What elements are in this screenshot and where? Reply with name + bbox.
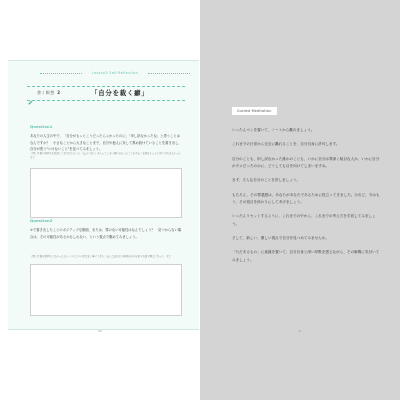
meditation-paragraph: 「ただあるもの」に意識を置いて、自分自身と深い呼吸を感じながら、その瞬間に気付いてみましょう。	[232, 250, 380, 262]
question2-label: Question2	[30, 219, 53, 223]
meditation-paragraph: まず、そんな自分のことを許しましょう。	[232, 178, 300, 183]
step-heading	[27, 86, 185, 101]
meditation-paragraph: 自分のことも、申し訳なかった誰かのことも、いかに自分は罪深く駄目な人か、いかに自分がダメだったのかに、どうしても目を向けてしまいますね。	[232, 156, 380, 168]
meditation-paragraph: いったんペンを置いて、ノートから離れましょう。	[232, 128, 315, 132]
question2-answer-box[interactable]	[30, 264, 182, 316]
step-label-text: 書く瞑想	[37, 90, 55, 95]
meditation-paragraph: いったんリセットするように、これまでの中から、これまでの考え方を手放してみましょう。	[232, 214, 376, 226]
meditation-paragraph: もちろん、その罪悪感は、あなたがあなたであるために役立ってきました。けれど、今はもう、その役目を終わりにしてあげましょう。	[232, 192, 380, 204]
step-title: 「自分を裁く癖」	[91, 89, 149, 97]
question1-answer-box[interactable]	[30, 168, 182, 218]
pencil-icon	[28, 90, 33, 95]
lesson-header: Lesson3 Self-Reflection	[40, 71, 190, 81]
question1-example: （例）仕事の効率化を意識しておけばよかった／友人に冷たく当たってしまい謝れなかったことがある／家族をもっと大切にすればよかった など	[30, 152, 183, 159]
step-label	[37, 90, 60, 96]
meditation-paragraph: これまでの日常から完全に離れることを、自分自身に許可します。	[232, 142, 340, 147]
guided-meditation-tag: Guided Meditation	[232, 107, 277, 115]
meditation-paragraph: そして、新しい、優しい視点で自分を見つめてみませんか。	[232, 235, 329, 240]
question2-text: ①で書き出したことのポジティブな側面、または、罪のない可能性はなんでしょう？ 見つからない場合は、その可能性があるかもしれない、という視点で眺めてみましょう。	[30, 228, 182, 239]
meditation-text	[232, 127, 382, 264]
step-number: 2	[57, 90, 61, 95]
question2-example: （例）仕事を効率化しなかったぶん一つひとつの作業を丁寧にできた／友人と話せない時間が自分を見つめ直す機会になった など	[30, 255, 171, 258]
left-page-number: 60	[98, 330, 102, 333]
question1-label: Question1	[30, 125, 53, 129]
question1-text: あなたの人生の中で、「自分がもっとこうだったらよかったのに」「申し訳なかったな」と思うことはなんですか？ 小さなことから大きなことまで、自分や他人に対して責め続けていることを書き出し、自分が思う"いけないこと"を並べてみましょう。	[30, 134, 182, 152]
right-page-number: 61	[298, 330, 302, 333]
